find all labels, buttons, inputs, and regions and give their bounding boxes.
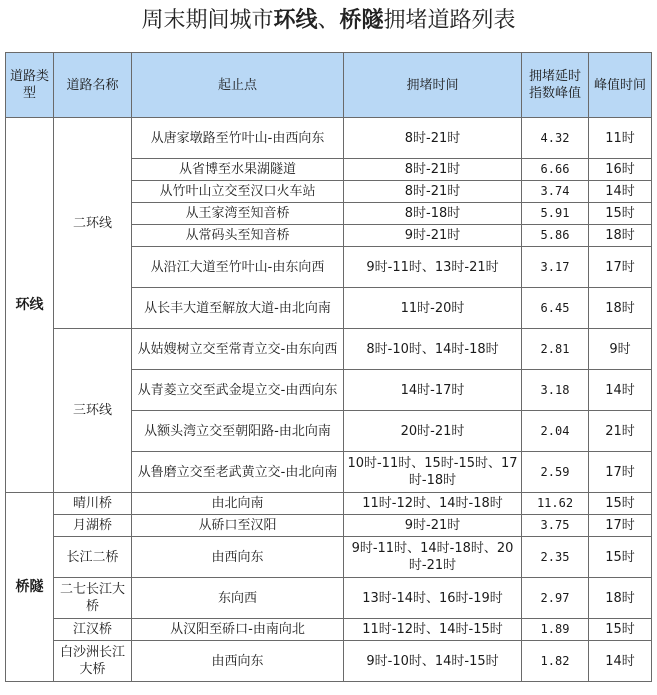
time-cell: 8时-18时 [344,203,522,225]
time-cell: 11时-20时 [344,288,522,329]
range-cell: 从沿江大道至竹叶山-由东向西 [132,247,344,288]
road-name-cell: 江汉桥 [54,619,132,641]
time-cell: 13时-14时、16时-19时 [344,578,522,619]
index-cell: 5.91 [522,203,589,225]
table-row [6,515,652,537]
title-separator: 、 [317,8,340,33]
time-cell: 9时-21时 [344,515,522,537]
peak-time-cell: 14时 [589,641,652,682]
range-cell: 从王家湾至知音桥 [132,203,344,225]
road-name-cell: 三环线 [54,329,132,493]
header-road-type: 道路类型 [6,53,54,118]
index-cell: 2.04 [522,411,589,452]
table-row [6,619,652,641]
index-cell: 3.18 [522,370,589,411]
time-cell: 9时-10时、14时-15时 [344,641,522,682]
road-name-cell: 月湖桥 [54,515,132,537]
peak-time-cell: 21时 [589,411,652,452]
peak-time-cell: 9时 [589,329,652,370]
title-bold-bridge: 桥隧 [339,8,384,33]
peak-time-cell: 17时 [589,515,652,537]
range-cell: 由西向东 [132,537,344,578]
table-row [6,329,652,370]
peak-time-cell: 14时 [589,181,652,203]
title-bold-ring: 环线 [273,8,318,33]
page-title [0,6,657,36]
peak-time-cell: 18时 [589,578,652,619]
road-name-cell: 二七长江大桥 [54,578,132,619]
table-row [6,641,652,682]
title-text-tail: 拥堵道路列表 [383,8,516,33]
header-road-name: 道路名称 [54,53,132,118]
index-cell: 1.82 [522,641,589,682]
range-cell: 从额头湾立交至朝阳路-由北向南 [132,411,344,452]
time-cell: 11时-12时、14时-18时 [344,493,522,515]
road-name-cell: 晴川桥 [54,493,132,515]
range-cell: 从唐家墩路至竹叶山-由西向东 [132,118,344,159]
index-cell: 1.89 [522,619,589,641]
range-cell: 从硚口至汉阳 [132,515,344,537]
time-cell: 8时-10时、14时-18时 [344,329,522,370]
time-cell: 8时-21时 [344,159,522,181]
peak-time-cell: 17时 [589,452,652,493]
table-row [6,493,652,515]
peak-time-cell: 16时 [589,159,652,181]
table-row [6,118,652,159]
index-cell: 2.97 [522,578,589,619]
index-cell: 6.45 [522,288,589,329]
time-cell: 9时-21时 [344,225,522,247]
index-cell: 4.32 [522,118,589,159]
time-cell: 20时-21时 [344,411,522,452]
road-name-cell: 白沙洲长江大桥 [54,641,132,682]
peak-time-cell: 17时 [589,247,652,288]
header-range: 起止点 [132,53,344,118]
range-cell: 从姑嫂树立交至常青立交-由东向西 [132,329,344,370]
index-cell: 3.75 [522,515,589,537]
range-cell: 从青菱立交至武金堤立交-由西向东 [132,370,344,411]
time-cell: 10时-11时、15时-15时、17时-18时 [344,452,522,493]
index-cell: 2.81 [522,329,589,370]
peak-time-cell: 14时 [589,370,652,411]
range-cell: 由北向南 [132,493,344,515]
time-cell: 9时-11时、14时-18时、20时-21时 [344,537,522,578]
table-row [6,578,652,619]
header-row [6,53,652,118]
index-cell: 3.74 [522,181,589,203]
time-cell: 11时-12时、14时-15时 [344,619,522,641]
congestion-table [5,52,652,682]
header-peak-time: 峰值时间 [589,53,652,118]
time-cell: 8时-21时 [344,118,522,159]
peak-time-cell: 15时 [589,619,652,641]
table-row [6,537,652,578]
range-cell: 东向西 [132,578,344,619]
peak-time-cell: 15时 [589,493,652,515]
range-cell: 从常码头至知音桥 [132,225,344,247]
range-cell: 从长丰大道至解放大道-由北向南 [132,288,344,329]
peak-time-cell: 15时 [589,203,652,225]
time-cell: 14时-17时 [344,370,522,411]
index-cell: 3.17 [522,247,589,288]
header-delay-index-peak: 拥堵延时指数峰值 [522,53,589,118]
time-cell: 9时-11时、13时-21时 [344,247,522,288]
range-cell: 由西向东 [132,641,344,682]
road-name-cell: 长江二桥 [54,537,132,578]
index-cell: 11.62 [522,493,589,515]
index-cell: 6.66 [522,159,589,181]
range-cell: 从汉阳至硚口-由南向北 [132,619,344,641]
range-cell: 从鲁磨立交至老武黄立交-由北向南 [132,452,344,493]
index-cell: 5.86 [522,225,589,247]
road-name-cell: 二环线 [54,118,132,329]
peak-time-cell: 18时 [589,225,652,247]
peak-time-cell: 18时 [589,288,652,329]
range-cell: 从省博至水果湖隧道 [132,159,344,181]
title-text: 周末期间城市 [141,8,274,33]
time-cell: 8时-21时 [344,181,522,203]
index-cell: 2.35 [522,537,589,578]
header-congestion-time: 拥堵时间 [344,53,522,118]
index-cell: 2.59 [522,452,589,493]
road-type-cell: 环线 [6,118,54,493]
road-type-cell: 桥隧 [6,493,54,682]
range-cell: 从竹叶山立交至汉口火车站 [132,181,344,203]
peak-time-cell: 11时 [589,118,652,159]
peak-time-cell: 15时 [589,537,652,578]
